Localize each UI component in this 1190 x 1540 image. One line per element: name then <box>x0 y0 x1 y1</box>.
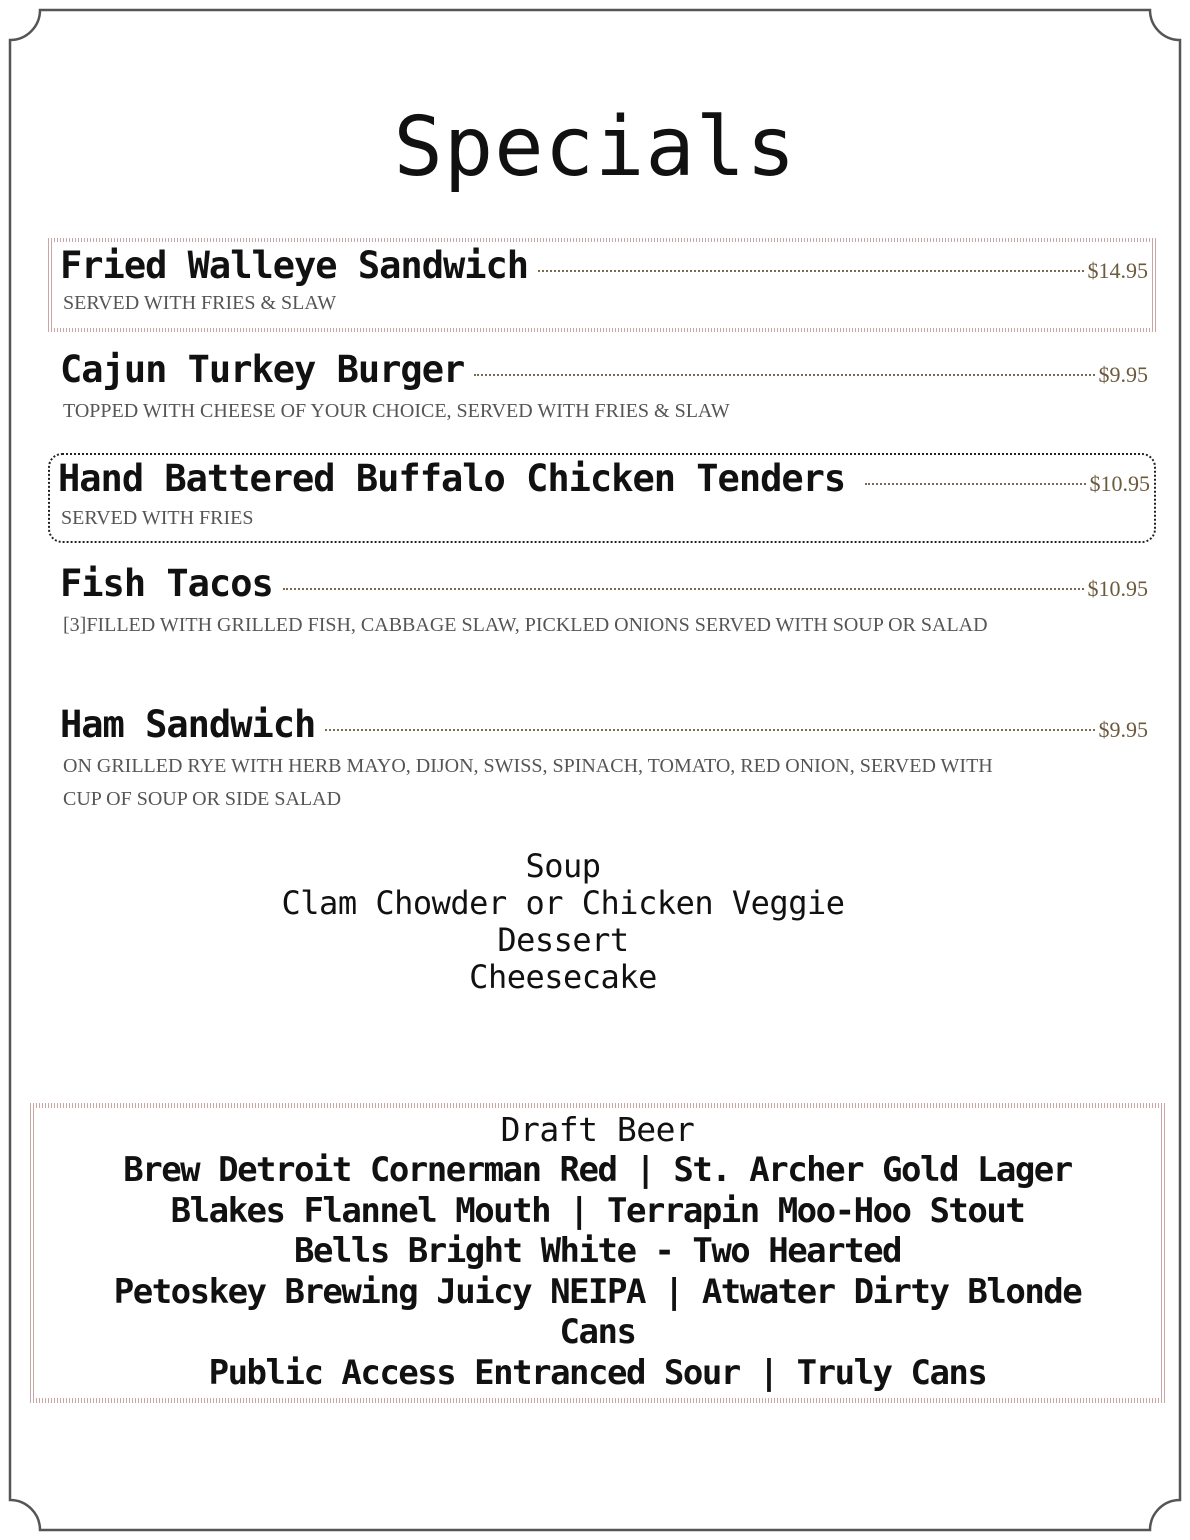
item-price: $9.95 <box>1098 362 1148 387</box>
beer-line: Brew Detroit Cornerman Red | St. Archer Gold Lager <box>123 1150 1072 1190</box>
menu-item-ham-sandwich <box>48 703 1156 816</box>
item-description: [3]FILLED WITH GRILLED FISH, CABBAGE SLAW, PICKLED ONIONS SERVED WITH SOUP OR SALAD <box>63 614 988 636</box>
dot-leader <box>325 729 1094 731</box>
item-name: Fried Walleye Sandwich <box>60 244 529 287</box>
page-title: Specials <box>393 100 797 195</box>
item-name: Cajun Turkey Burger <box>60 348 465 391</box>
dot-leader <box>538 270 1083 272</box>
item-name: Fish Tacos <box>60 562 273 605</box>
beer-line: Public Access Entranced Sour | Truly Cans <box>208 1352 987 1393</box>
item-name: Ham Sandwich <box>60 703 316 746</box>
item-price: $14.95 <box>1087 258 1148 283</box>
beer-line: Blakes Flannel Mouth | Terrapin Moo-Hoo Stout <box>170 1190 1025 1231</box>
item-name: Hand Battered Buffalo Chicken Tenders <box>58 457 846 500</box>
beer-line: Petoskey Brewing Juicy NEIPA | Atwater Dirty Blonde <box>113 1271 1082 1312</box>
dot-leader <box>865 483 1085 485</box>
item-price: $10.95 <box>1087 576 1148 601</box>
draft-beer-title: Draft Beer <box>500 1110 695 1149</box>
menu-item-buffalo-tenders <box>48 453 1156 543</box>
beer-line: Bells Bright White - Two Hearted <box>293 1231 902 1271</box>
dessert-label: Dessert <box>497 921 629 959</box>
soup-label: Soup <box>525 847 601 885</box>
draft-beer-section <box>30 1103 1165 1403</box>
item-price: $9.95 <box>1098 717 1148 742</box>
item-description: TOPPED WITH CHEESE OF YOUR CHOICE, SERVED WITH FRIES & SLAW <box>63 400 730 422</box>
soup-dessert-section <box>0 848 1126 996</box>
item-price: $10.95 <box>1089 471 1150 496</box>
dot-leader <box>283 588 1084 590</box>
dot-leader <box>474 374 1094 376</box>
item-description: ON GRILLED RYE WITH HERB MAYO, DIJON, SWISS, SPINACH, TOMATO, RED ONION, SERVED WITH CUP OF SOUP OR SIDE SALAD <box>63 755 993 810</box>
menu-item-fish-tacos <box>48 562 1156 642</box>
item-description: SERVED WITH FRIES <box>61 507 254 529</box>
beer-line: Cans <box>559 1312 636 1352</box>
item-description: SERVED WITH FRIES & SLAW <box>63 292 337 314</box>
menu-item-cajun-turkey-burger <box>48 348 1156 428</box>
menu-item-fried-walleye <box>48 238 1156 332</box>
dessert-value: Cheesecake <box>469 958 657 996</box>
soup-value: Clam Chowder or Chicken Veggie <box>281 884 845 922</box>
